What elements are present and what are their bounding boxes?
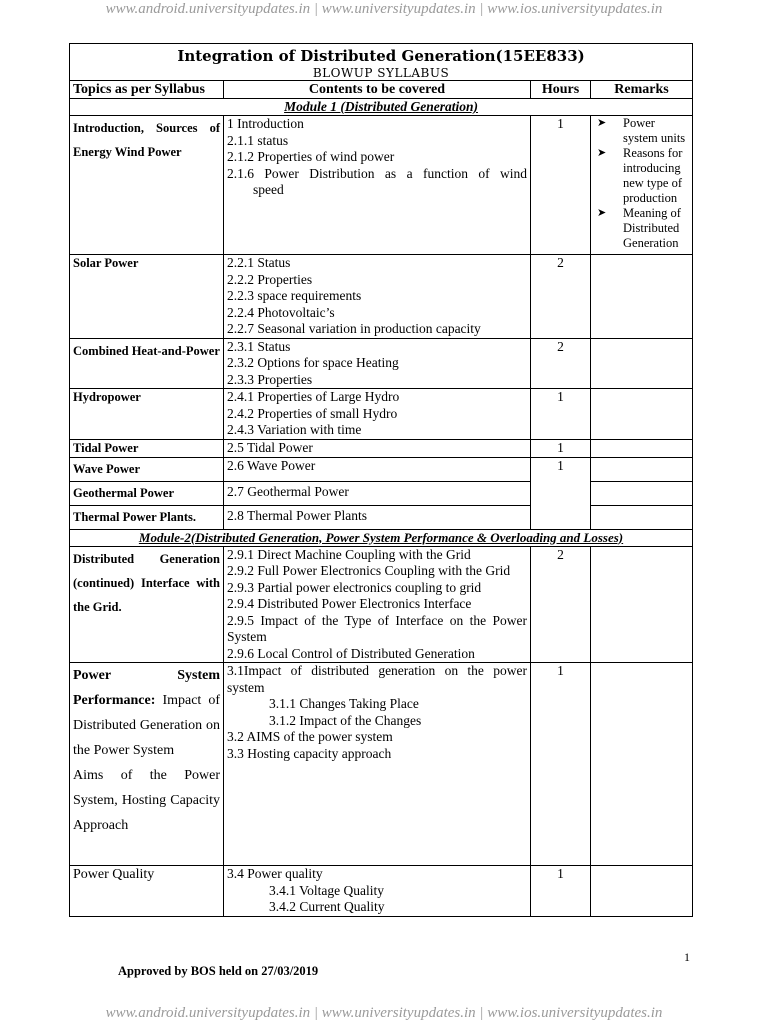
module-1-row [70, 99, 693, 116]
contents-hydro [224, 389, 531, 440]
contents-geo [224, 481, 531, 505]
content-line: 2.9.2 Full Power Electronics Coupling with the Grid [227, 563, 511, 578]
module-2-row [70, 529, 693, 546]
content-line: 2.2.4 Photovoltaic’s [227, 304, 335, 320]
content-line: 3.1Impact of distributed generation on the power system [227, 663, 527, 695]
topic-chp: Combined Heat-and-Power [70, 338, 224, 389]
table-row [70, 663, 693, 866]
remarks-chp [591, 338, 693, 389]
contents-tidal [224, 439, 531, 457]
title-cell [70, 44, 693, 81]
content-line: 3.4.2 Current Quality [269, 899, 385, 914]
hours-ps: 1 [531, 663, 591, 866]
table-row [70, 457, 693, 481]
content-line: 3.2 AIMS of the power system [227, 729, 393, 744]
list-item [594, 116, 689, 146]
contents-thermal [224, 505, 531, 529]
content-line: 2.5 Tidal Power [227, 439, 313, 455]
table-row [70, 389, 693, 440]
arrowhead-bullet-icon: ➤ [597, 147, 607, 159]
contents-pq [224, 866, 531, 917]
content-line: 2.9.3 Partial power electronics coupling to grid [227, 579, 482, 595]
document-title: Integration of Distributed Generation(15EE833) [177, 47, 585, 65]
content-line: 2.2.2 Properties [227, 271, 313, 287]
table-row [70, 439, 693, 457]
remarks-wave [591, 457, 693, 481]
contents-intro [224, 116, 531, 255]
remarks-geo [591, 481, 693, 505]
approval-note: Approved by BOS held on 27/03/2019 [118, 964, 319, 978]
content-line: 2.1.2 Properties of wind power [227, 149, 395, 164]
hours-wave: 1 [531, 457, 591, 529]
table-row [70, 338, 693, 389]
content-line: 2.8 Thermal Power Plants [227, 507, 367, 523]
content-line: 2.9.4 Distributed Power Electronics Interface [227, 596, 472, 611]
remarks-list [594, 116, 689, 251]
topic-wave: Wave Power [70, 457, 224, 481]
topic-ps-heading: Power System Performance: [73, 668, 220, 708]
header-row [70, 81, 693, 99]
remark-text: Power system units [623, 116, 686, 145]
content-line: 2.2.7 Seasonal variation in production capacity [227, 321, 481, 336]
header-topics: Topics as per Syllabus [70, 81, 224, 99]
remarks-tidal [591, 439, 693, 457]
content-line: 2.2.3 space requirements [227, 288, 362, 303]
table-row [70, 255, 693, 339]
table-row [70, 546, 693, 663]
topic-geo: Geothermal Power [70, 481, 224, 505]
content-line: 2.3.2 Options for space Heating [227, 355, 399, 370]
remarks-thermal [591, 505, 693, 529]
remarks-pq [591, 866, 693, 917]
contents-ps [224, 663, 531, 866]
topic-ps [70, 663, 224, 866]
content-line: 2.4.3 Variation with time [227, 422, 362, 437]
remarks-grid [591, 546, 693, 663]
remarks-ps [591, 663, 693, 866]
topic-hydro: Hydropower [70, 389, 224, 440]
remarks-intro [591, 116, 693, 255]
hours-pq: 1 [531, 866, 591, 917]
module-2-heading: Module-2(Distributed Generation, Power System Performance & Overloading and Losses) [70, 529, 693, 546]
contents-chp [224, 338, 531, 389]
topic-ps-aims: Aims of the Power System, Hosting Capacity Approach [73, 768, 220, 833]
content-line: 2.4.1 Properties of Large Hydro [227, 389, 400, 404]
hours-tidal: 1 [531, 439, 591, 457]
table-row [70, 866, 693, 917]
topic-ps-text: Impact of Distributed Generation on the Power System [73, 693, 220, 758]
content-line: 2.2.1 Status [227, 255, 291, 270]
content-line: 2.9.5 Impact of the Type of Interface on the Power System [227, 612, 527, 644]
content-line: 2.6 Wave Power [227, 457, 316, 473]
hours-solar: 2 [531, 255, 591, 339]
remark-text: Reasons for introducing new type of production [623, 146, 683, 205]
topic-grid: Distributed Generation (continued) Interface with the Grid. [70, 546, 224, 663]
content-line: 3.4 Power quality [227, 866, 323, 881]
content-line: 3.1.1 Changes Taking Place [269, 696, 419, 711]
table-row [70, 481, 693, 505]
header-hours: Hours [531, 81, 591, 99]
syllabus-table [69, 43, 693, 917]
contents-grid [224, 546, 531, 663]
content-line: 2.1.6 Power Distribution as a function of wind [227, 165, 527, 181]
content-line: 2.9.1 Direct Machine Coupling with the Grid [227, 546, 471, 562]
content-line: 2.3.1 Status [227, 338, 291, 354]
contents-wave [224, 457, 531, 481]
header-contents: Contents to be covered [224, 81, 531, 99]
content-line: speed [253, 182, 284, 197]
content-line: 2.9.6 Local Control of Distributed Generation [227, 645, 475, 661]
topic-intro: Introduction, Sources of Energy Wind Power [70, 116, 224, 255]
content-line: 1 Introduction [227, 116, 304, 131]
hours-hydro: 1 [531, 389, 591, 440]
topic-tidal: Tidal Power [70, 439, 224, 457]
list-item [594, 146, 689, 206]
content-line: 3.3 Hosting capacity approach [227, 745, 392, 761]
content-line: 3.4.1 Voltage Quality [269, 882, 384, 898]
topic-thermal: Thermal Power Plants. [70, 505, 224, 529]
document-subtitle: BLOWUP SYLLABUS [312, 66, 450, 80]
remarks-hydro [591, 389, 693, 440]
list-item [594, 206, 689, 251]
header-remarks: Remarks [591, 81, 693, 99]
hours-grid: 2 [531, 546, 591, 663]
content-line: 2.3.3 Properties [227, 371, 313, 387]
content-line: 2.1.1 status [227, 132, 289, 148]
contents-solar [224, 255, 531, 339]
page-number: 1 [684, 950, 690, 964]
topic-pq: Power Quality [70, 866, 224, 917]
table-row [70, 116, 693, 255]
hours-chp: 2 [531, 338, 591, 389]
topic-solar: Solar Power [70, 255, 224, 339]
watermark-bottom: www.android.universityupdates.in | www.universityupdates.in | www.ios.universityupdates.in [105, 1005, 663, 1021]
content-line: 3.1.2 Impact of the Changes [269, 712, 422, 728]
watermark-top: www.android.universityupdates.in | www.universityupdates.in | www.ios.universityupdates.in [105, 1, 663, 17]
table-row [70, 505, 693, 529]
module-1-heading: Module 1 (Distributed Generation) [70, 99, 693, 116]
content-line: 2.4.2 Properties of small Hydro [227, 405, 398, 421]
remarks-solar [591, 255, 693, 339]
content-line: 2.7 Geothermal Power [227, 483, 349, 499]
arrowhead-bullet-icon: ➤ [597, 117, 607, 129]
hours-intro: 1 [531, 116, 591, 255]
arrowhead-bullet-icon: ➤ [597, 207, 607, 219]
remark-text: Meaning of Distributed Generation [623, 206, 681, 250]
